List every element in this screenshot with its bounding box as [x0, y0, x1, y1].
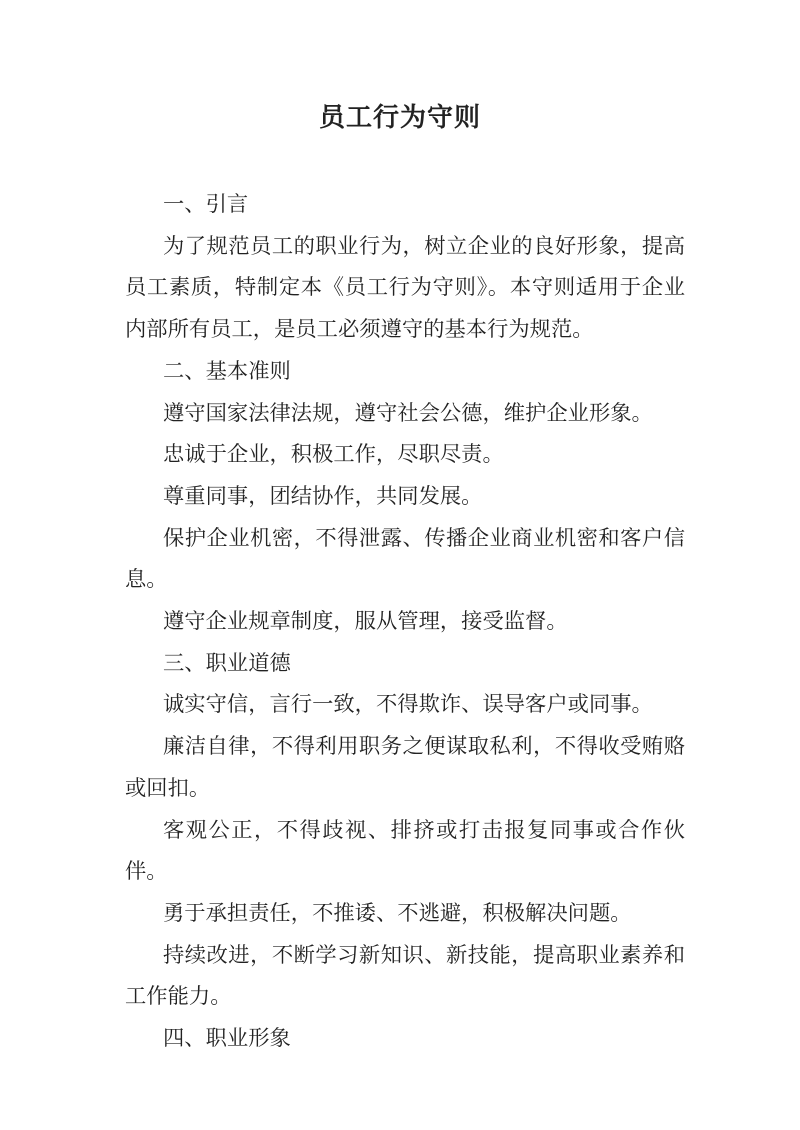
paragraph: 持续改进，不断学习新知识、新技能，提高职业素养和工作能力。: [125, 942, 685, 1010]
paragraph: 勇于承担责任，不推诿、不逃避，积极解决问题。: [163, 900, 632, 926]
document-body: [125, 184, 685, 1060]
section-heading-professional-ethics: 三、职业道德: [163, 650, 291, 676]
paragraph: 诚实守信，言行一致，不得欺诈、误导客户或同事。: [163, 692, 653, 718]
paragraph: 忠诚于企业，积极工作，尽职尽责。: [163, 442, 504, 468]
section-heading-introduction: 一、引言: [163, 192, 249, 217]
paragraph: 客观公正，不得歧视、排挤或打击报复同事或合作伙伴。: [125, 817, 685, 885]
paragraph: 为了规范员工的职业行为，树立企业的良好形象，提高员工素质，特制定本《员工行为守则》。本守则适用于企业内部所有员工，是员工必须遵守的基本行为规范。: [125, 233, 685, 343]
document-title: 员工行为守则: [318, 103, 481, 133]
paragraph: 尊重同事，团结协作，共同发展。: [163, 483, 483, 509]
paragraph: 遵守企业规章制度，服从管理，接受监督。: [163, 609, 568, 635]
paragraph: 遵守国家法律法规，遵守社会公德，维护企业形象。: [163, 400, 653, 426]
section-heading-basic-principles: 二、基本准则: [163, 358, 291, 384]
paragraph: 廉洁自律，不得利用职务之便谋取私利，不得收受贿赂或回扣。: [125, 734, 685, 801]
paragraph: 保护企业机密，不得泄露、传播企业商业机密和客户信息。: [125, 525, 685, 593]
section-heading-professional-image: 四、职业形象: [163, 1026, 291, 1052]
